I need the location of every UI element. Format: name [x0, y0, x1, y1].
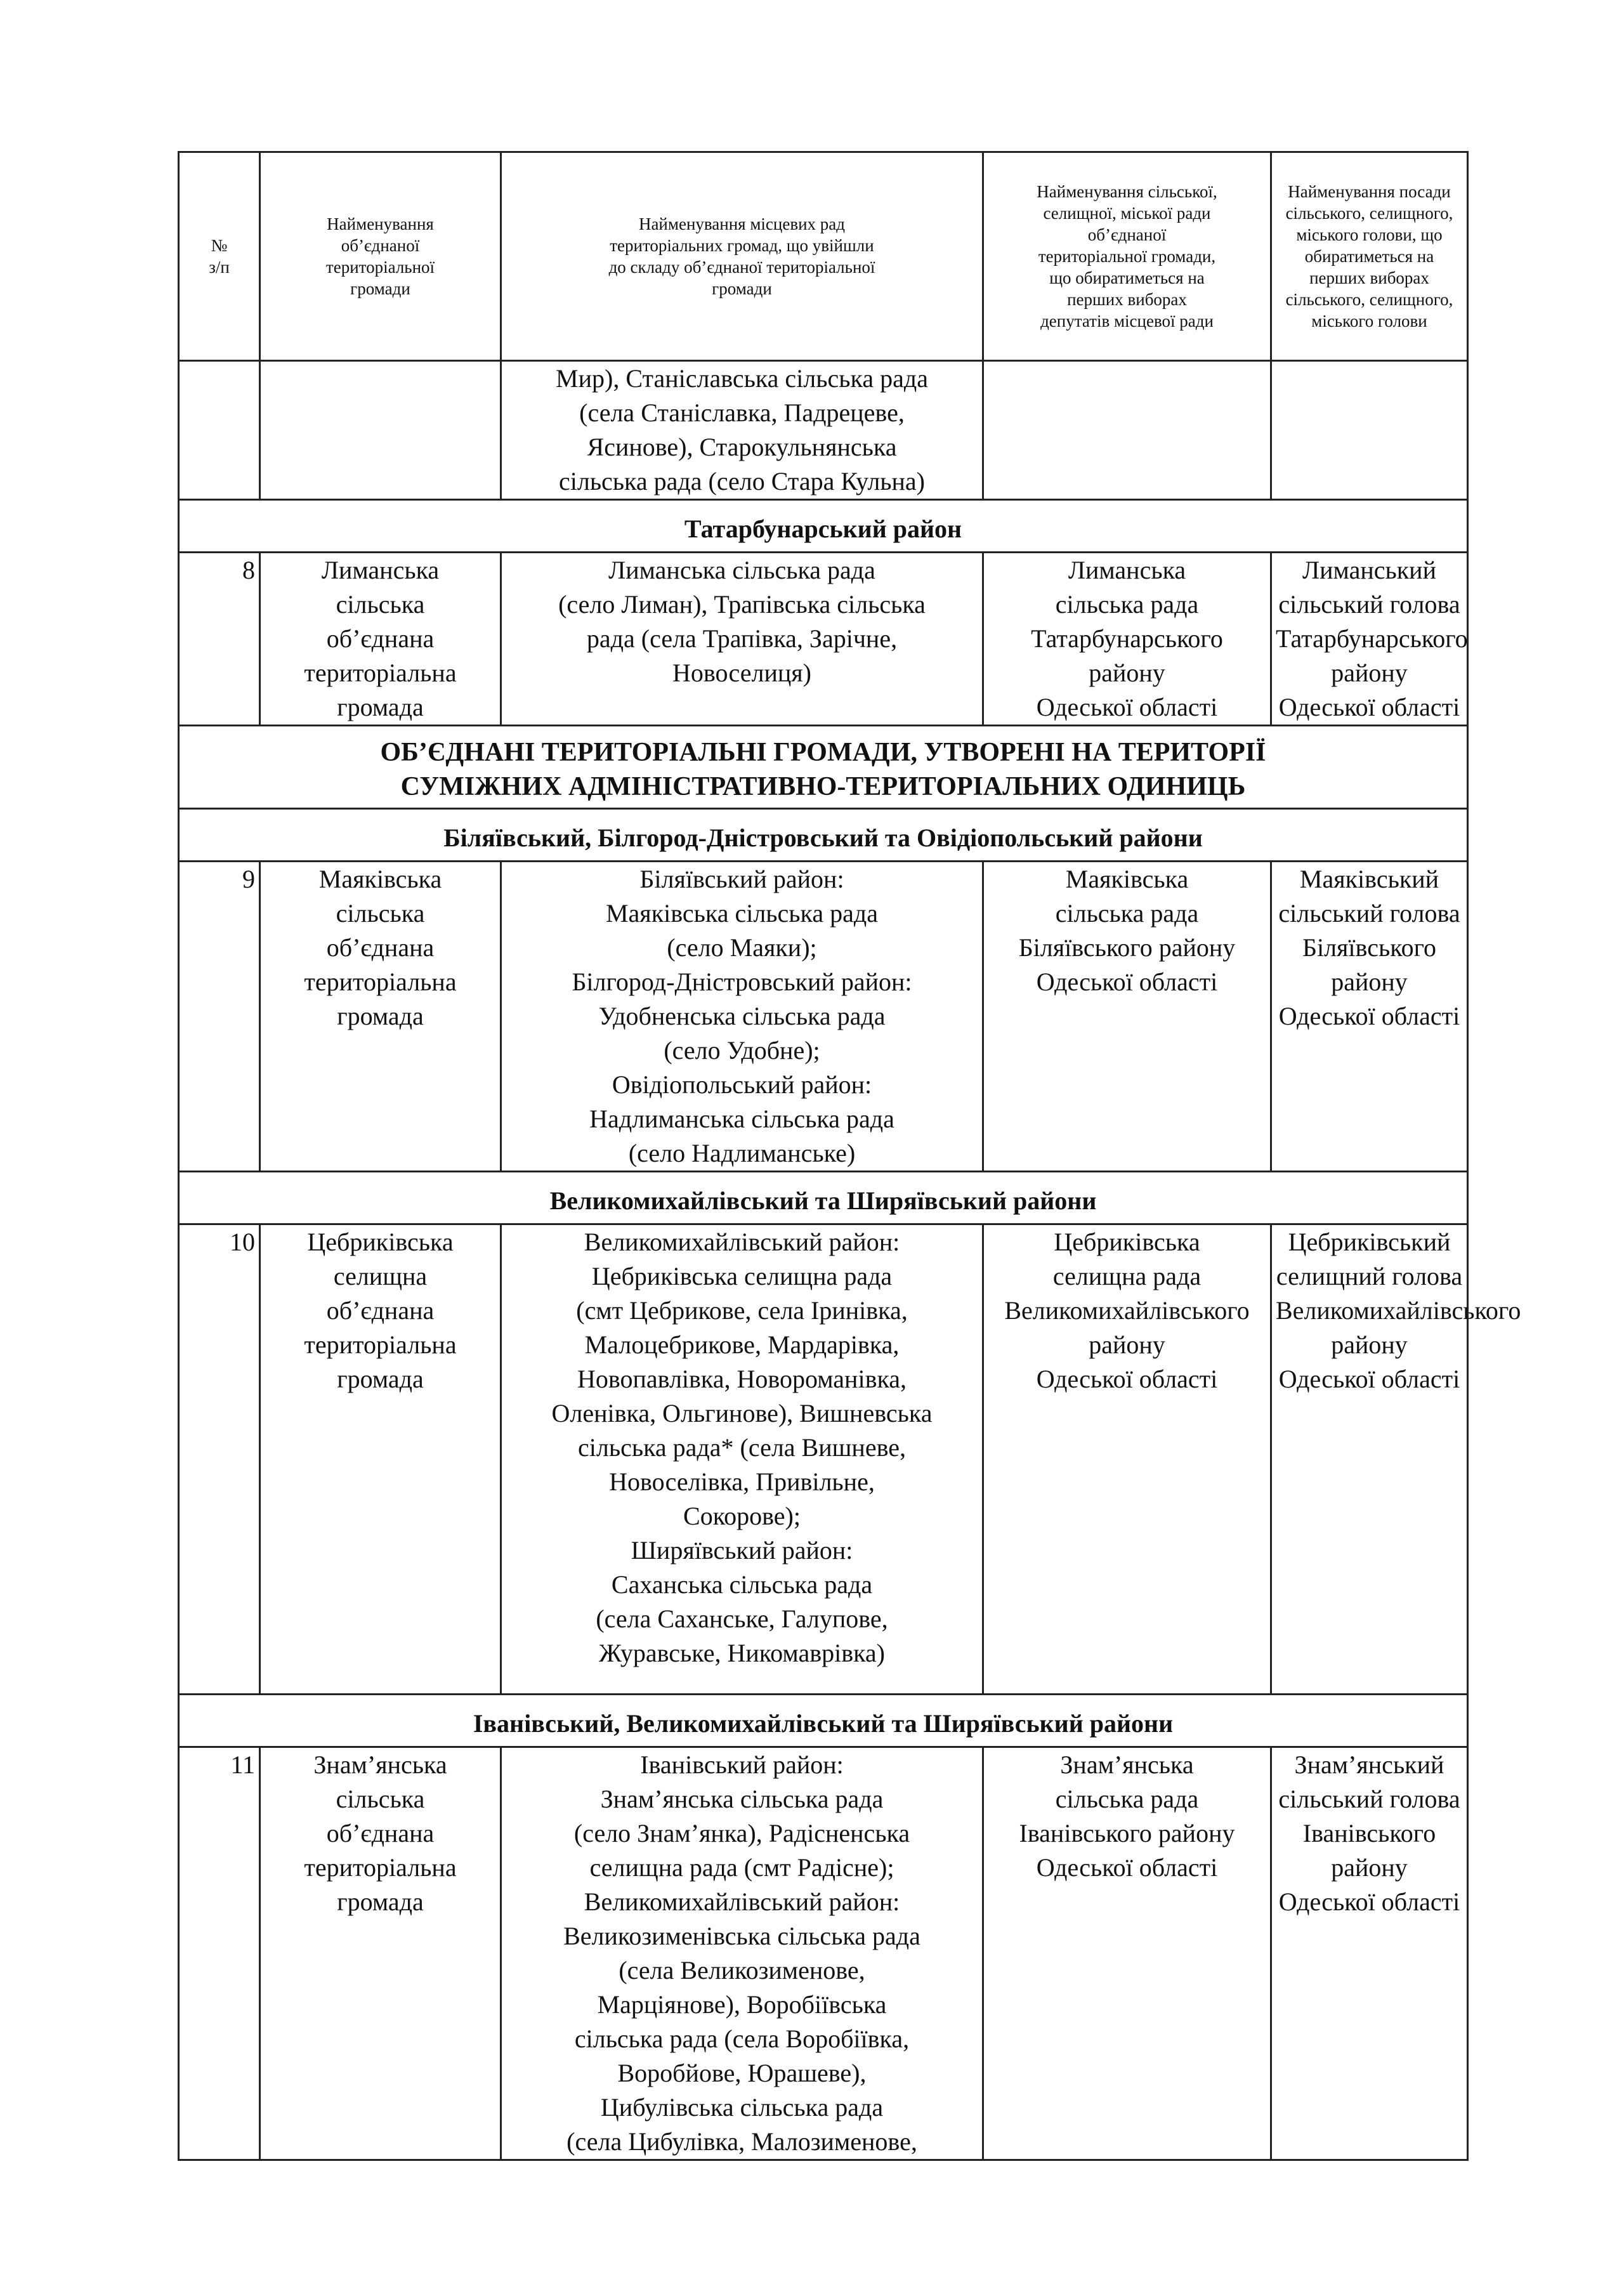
row-number-cell — [179, 361, 260, 500]
section-heading-row — [179, 726, 1468, 809]
council-name-cell: Цебриківська селищна рада Великомихайлівського району Одеської області — [983, 1224, 1271, 1695]
district-heading-row — [179, 1695, 1468, 1747]
community-cell: Лиманська сільська об’єднана територіальна громада — [260, 553, 501, 726]
head-position-cell: Цебриківський селищний голова Великомихайлівського району Одеської області — [1271, 1224, 1468, 1695]
table-row — [179, 1224, 1468, 1695]
district-heading: Іванівський, Великомихайлівський та Ширяївський райони — [179, 1695, 1468, 1747]
community-cell — [260, 361, 501, 500]
row-number-cell: 9 — [179, 862, 260, 1172]
header-council-name: Найменування сільської, селищної, міської ради об’єднаної територіальної громади, що обиратиметься на перших виборах депутатів місцевої ради — [983, 152, 1271, 361]
table-row — [179, 553, 1468, 726]
row-number-cell: 8 — [179, 553, 260, 726]
head-position-cell — [1271, 361, 1468, 500]
head-position-cell: Лиманський сільський голова Татарбунарського району Одеської області — [1271, 553, 1468, 726]
table-row — [179, 361, 1468, 500]
header-number: № з/п — [179, 152, 260, 361]
district-heading-row — [179, 500, 1468, 553]
table-row — [179, 1747, 1468, 2160]
councils-cell: Мир), Станіславська сільська рада (села Станіславка, Падрецеве, Ясинове), Старокульнянська сільська рада (село Стара Кульна) — [501, 361, 983, 500]
councils-cell: Лиманська сільська рада (село Лиман), Трапівська сільська рада (села Трапівка, Зарічне, Новоселиця) — [501, 553, 983, 726]
councils-cell: Біляївський район: Маяківська сільська рада (село Маяки); Білгород-Дністровський район: Удобненська сільська рада (село Удобне); Овідіопольський район: Надлиманська сільська рада (село Надлиманське) — [501, 862, 983, 1172]
head-position-cell: Знам’янський сільський голова Іванівського району Одеської області — [1271, 1747, 1468, 2160]
table-row — [179, 862, 1468, 1172]
community-cell: Маяківська сільська об’єднана територіальна громада — [260, 862, 501, 1172]
row-number-cell: 11 — [179, 1747, 260, 2160]
header-community-name: Найменування об’єднаної територіальної громади — [260, 152, 501, 361]
table-header-row — [179, 152, 1468, 361]
council-name-cell: Маяківська сільська рада Біляївського району Одеської області — [983, 862, 1271, 1172]
community-cell: Знам’янська сільська об’єднана територіальна громада — [260, 1747, 501, 2160]
council-name-cell: Лиманська сільська рада Татарбунарського району Одеської області — [983, 553, 1271, 726]
header-head-position: Найменування посади сільського, селищного, міського голови, що обиратиметься на перших виборах сільського, селищного, міського голови — [1271, 152, 1468, 361]
district-heading: Біляївський, Білгород-Дністровський та Овідіопольський райони — [179, 809, 1468, 862]
district-heading: Татарбунарський район — [179, 500, 1468, 553]
head-position-cell: Маяківський сільський голова Біляївського району Одеської області — [1271, 862, 1468, 1172]
row-number-cell: 10 — [179, 1224, 260, 1695]
district-heading-row — [179, 1172, 1468, 1224]
community-cell: Цебриківська селищна об’єднана територіальна громада — [260, 1224, 501, 1695]
district-heading: Великомихайлівський та Ширяївський райони — [179, 1172, 1468, 1224]
councils-cell: Великомихайлівський район: Цебриківська селищна рада (смт Цебрикове, села Іринівка, Малоцебрикове, Мардарівка, Новопавлівка, Новороманівка, Оленівка, Ольгинове), Вишневська сільська рада* (села Вишневе, Новоселівка, Привільне, Сокорове); Ширяївський район: Саханська сільська рада (села Саханське, Галупове, Журавське, Никомаврівка) — [501, 1224, 983, 1695]
header-member-councils: Найменування місцевих рад територіальних громад, що увійшли до складу об’єднаної територіальної громади — [501, 152, 983, 361]
council-name-cell: Знам’янська сільська рада Іванівського району Одеської області — [983, 1747, 1271, 2160]
district-heading-row — [179, 809, 1468, 862]
section-heading: ОБ’ЄДНАНІ ТЕРИТОРІАЛЬНІ ГРОМАДИ, УТВОРЕНІ НА ТЕРИТОРІЇ СУМІЖНИХ АДМІНІСТРАТИВНО-ТЕРИТОРІАЛЬНИХ ОДИНИЦЬ — [179, 726, 1468, 809]
council-name-cell — [983, 361, 1271, 500]
councils-cell: Іванівський район: Знам’янська сільська рада (село Знам’янка), Радісненська селищна рада (смт Радісне); Великомихайлівський район: Великозименівська сільська рада (села Великозименове, Марціянове), Воробіївська сільська рада (села Воробіївка, Воробйове, Юрашеве), Цибулівська сільська рада (села Цибулівка, Малозименове, — [501, 1747, 983, 2160]
communities-table — [178, 151, 1521, 2161]
